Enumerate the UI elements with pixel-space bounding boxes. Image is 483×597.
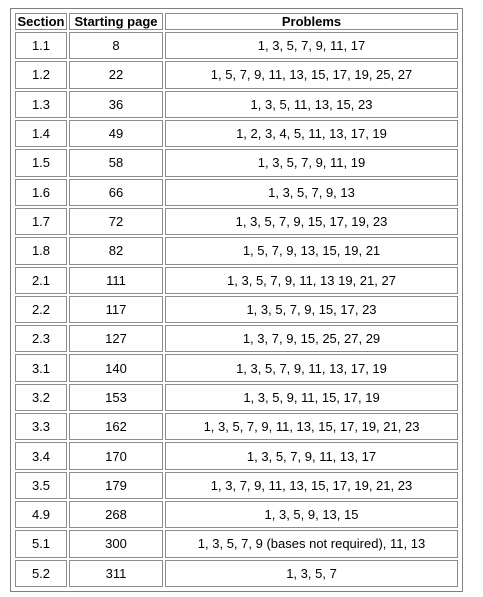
table-row [15,208,458,235]
cell-starting-page: 268 [69,501,163,528]
cell-section: 5.1 [15,530,67,557]
cell-section: 1.2 [15,61,67,88]
cell-problems: 1, 2, 3, 4, 5, 11, 13, 17, 19 [165,120,458,147]
cell-problems: 1, 3, 7, 9, 15, 25, 27, 29 [165,325,458,352]
table-row [15,179,458,206]
cell-problems: 1, 3, 5, 7, 9, 11, 13, 17 [165,442,458,469]
header-starting-page: Starting page [69,13,163,30]
table-row [15,413,458,440]
homework-table-container [10,8,463,592]
cell-section: 2.1 [15,267,67,294]
cell-problems: 1, 3, 5, 7, 9, 11, 13 19, 21, 27 [165,267,458,294]
cell-starting-page: 140 [69,354,163,381]
table-row [15,267,458,294]
table-row [15,354,458,381]
cell-starting-page: 72 [69,208,163,235]
cell-section: 1.8 [15,237,67,264]
cell-problems: 1, 3, 5, 7, 9, 15, 17, 19, 23 [165,208,458,235]
cell-section: 1.1 [15,32,67,59]
cell-section: 3.1 [15,354,67,381]
cell-section: 1.3 [15,91,67,118]
cell-section: 3.3 [15,413,67,440]
cell-problems: 1, 5, 7, 9, 11, 13, 15, 17, 19, 25, 27 [165,61,458,88]
table-row [15,237,458,264]
cell-section: 3.4 [15,442,67,469]
cell-section: 1.5 [15,149,67,176]
cell-starting-page: 111 [69,267,163,294]
header-problems: Problems [165,13,458,30]
table-row [15,472,458,499]
cell-starting-page: 153 [69,384,163,411]
cell-starting-page: 66 [69,179,163,206]
cell-starting-page: 117 [69,296,163,323]
cell-problems: 1, 3, 5, 7, 9, 13 [165,179,458,206]
cell-problems: 1, 3, 5, 9, 13, 15 [165,501,458,528]
cell-starting-page: 8 [69,32,163,59]
cell-problems: 1, 3, 5, 7 [165,560,458,587]
cell-problems: 1, 3, 5, 7, 9, 11, 13, 15, 17, 19, 21, 23 [165,413,458,440]
cell-starting-page: 36 [69,91,163,118]
cell-problems: 1, 3, 5, 9, 11, 15, 17, 19 [165,384,458,411]
cell-section: 3.5 [15,472,67,499]
cell-starting-page: 162 [69,413,163,440]
cell-starting-page: 127 [69,325,163,352]
table-header-row [15,13,458,30]
cell-section: 1.6 [15,179,67,206]
cell-starting-page: 311 [69,560,163,587]
table-row [15,325,458,352]
cell-problems: 1, 3, 5, 7, 9, 11, 19 [165,149,458,176]
cell-section: 5.2 [15,560,67,587]
cell-starting-page: 82 [69,237,163,264]
cell-starting-page: 22 [69,61,163,88]
cell-section: 2.3 [15,325,67,352]
cell-problems: 1, 3, 5, 7, 9, 11, 13, 17, 19 [165,354,458,381]
cell-section: 1.4 [15,120,67,147]
table-row [15,120,458,147]
cell-starting-page: 170 [69,442,163,469]
cell-starting-page: 300 [69,530,163,557]
table-row [15,91,458,118]
cell-section: 3.2 [15,384,67,411]
cell-starting-page: 49 [69,120,163,147]
cell-starting-page: 58 [69,149,163,176]
cell-problems: 1, 3, 5, 7, 9, 11, 17 [165,32,458,59]
table-row [15,384,458,411]
header-section: Section [15,13,67,30]
cell-problems: 1, 3, 7, 9, 11, 13, 15, 17, 19, 21, 23 [165,472,458,499]
table-row [15,530,458,557]
cell-section: 1.7 [15,208,67,235]
table-row [15,560,458,587]
table-row [15,442,458,469]
cell-problems: 1, 3, 5, 7, 9, 15, 17, 23 [165,296,458,323]
cell-section: 2.2 [15,296,67,323]
cell-problems: 1, 5, 7, 9, 13, 15, 19, 21 [165,237,458,264]
table-row [15,149,458,176]
table-row [15,501,458,528]
cell-problems: 1, 3, 5, 7, 9 (bases not required), 11, 13 [165,530,458,557]
cell-problems: 1, 3, 5, 11, 13, 15, 23 [165,91,458,118]
homework-table [13,11,460,589]
cell-section: 4.9 [15,501,67,528]
table-row [15,32,458,59]
cell-starting-page: 179 [69,472,163,499]
table-row [15,61,458,88]
table-row [15,296,458,323]
table-body [15,32,458,587]
